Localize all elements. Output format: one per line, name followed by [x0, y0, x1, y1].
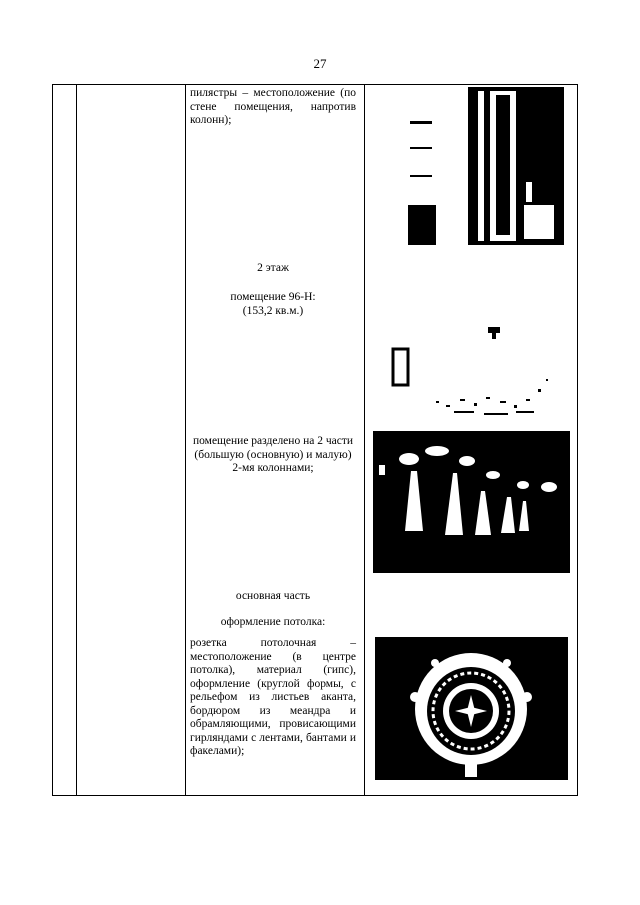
text-line: 2-мя колоннами;	[232, 462, 314, 474]
columns-photo	[373, 431, 570, 573]
text-line: потолка), материал (гипс),	[190, 664, 356, 676]
room-heading	[190, 291, 356, 318]
text-line: бордюром из меандра и	[190, 704, 356, 717]
pilasters-description	[190, 87, 356, 128]
room-photo	[376, 323, 564, 423]
text-line: оформление (круглой формы, с	[190, 677, 356, 690]
text-line: стене помещения, напротив	[190, 100, 356, 113]
rosette-photo	[375, 637, 568, 780]
column-divider	[185, 85, 186, 795]
rosette-description	[190, 637, 356, 759]
text-line: помещение разделено на 2 части	[192, 435, 353, 447]
page-number: 27	[313, 56, 327, 71]
text-line: обрамляющими, провисающими	[190, 718, 356, 730]
text-line: колонн);	[190, 114, 232, 126]
text-line: гирляндами с лентами, бантами и	[190, 731, 356, 744]
column-divider	[364, 85, 365, 795]
content-table	[52, 84, 578, 796]
division-description	[190, 435, 356, 476]
text-line: (большую (основную) и малую)	[194, 448, 352, 461]
room-name: помещение 96-Н:	[230, 291, 316, 303]
ceiling-heading: оформление потолка:	[220, 616, 326, 628]
text-line: розетка потолочная –	[190, 637, 356, 649]
pilasters-photo	[406, 87, 564, 245]
room-area: (153,2 кв.м.)	[242, 304, 304, 317]
main-part-heading: основная часть	[235, 590, 311, 602]
text-line: пилястры – местоположение (по	[190, 87, 356, 99]
text-line: местоположение (в центре	[190, 650, 356, 663]
column-divider	[76, 85, 77, 795]
text-line: факелами);	[190, 745, 245, 757]
text-line: рельефом из листьев аканта,	[190, 691, 356, 703]
floor-label: 2 этаж	[257, 262, 289, 274]
